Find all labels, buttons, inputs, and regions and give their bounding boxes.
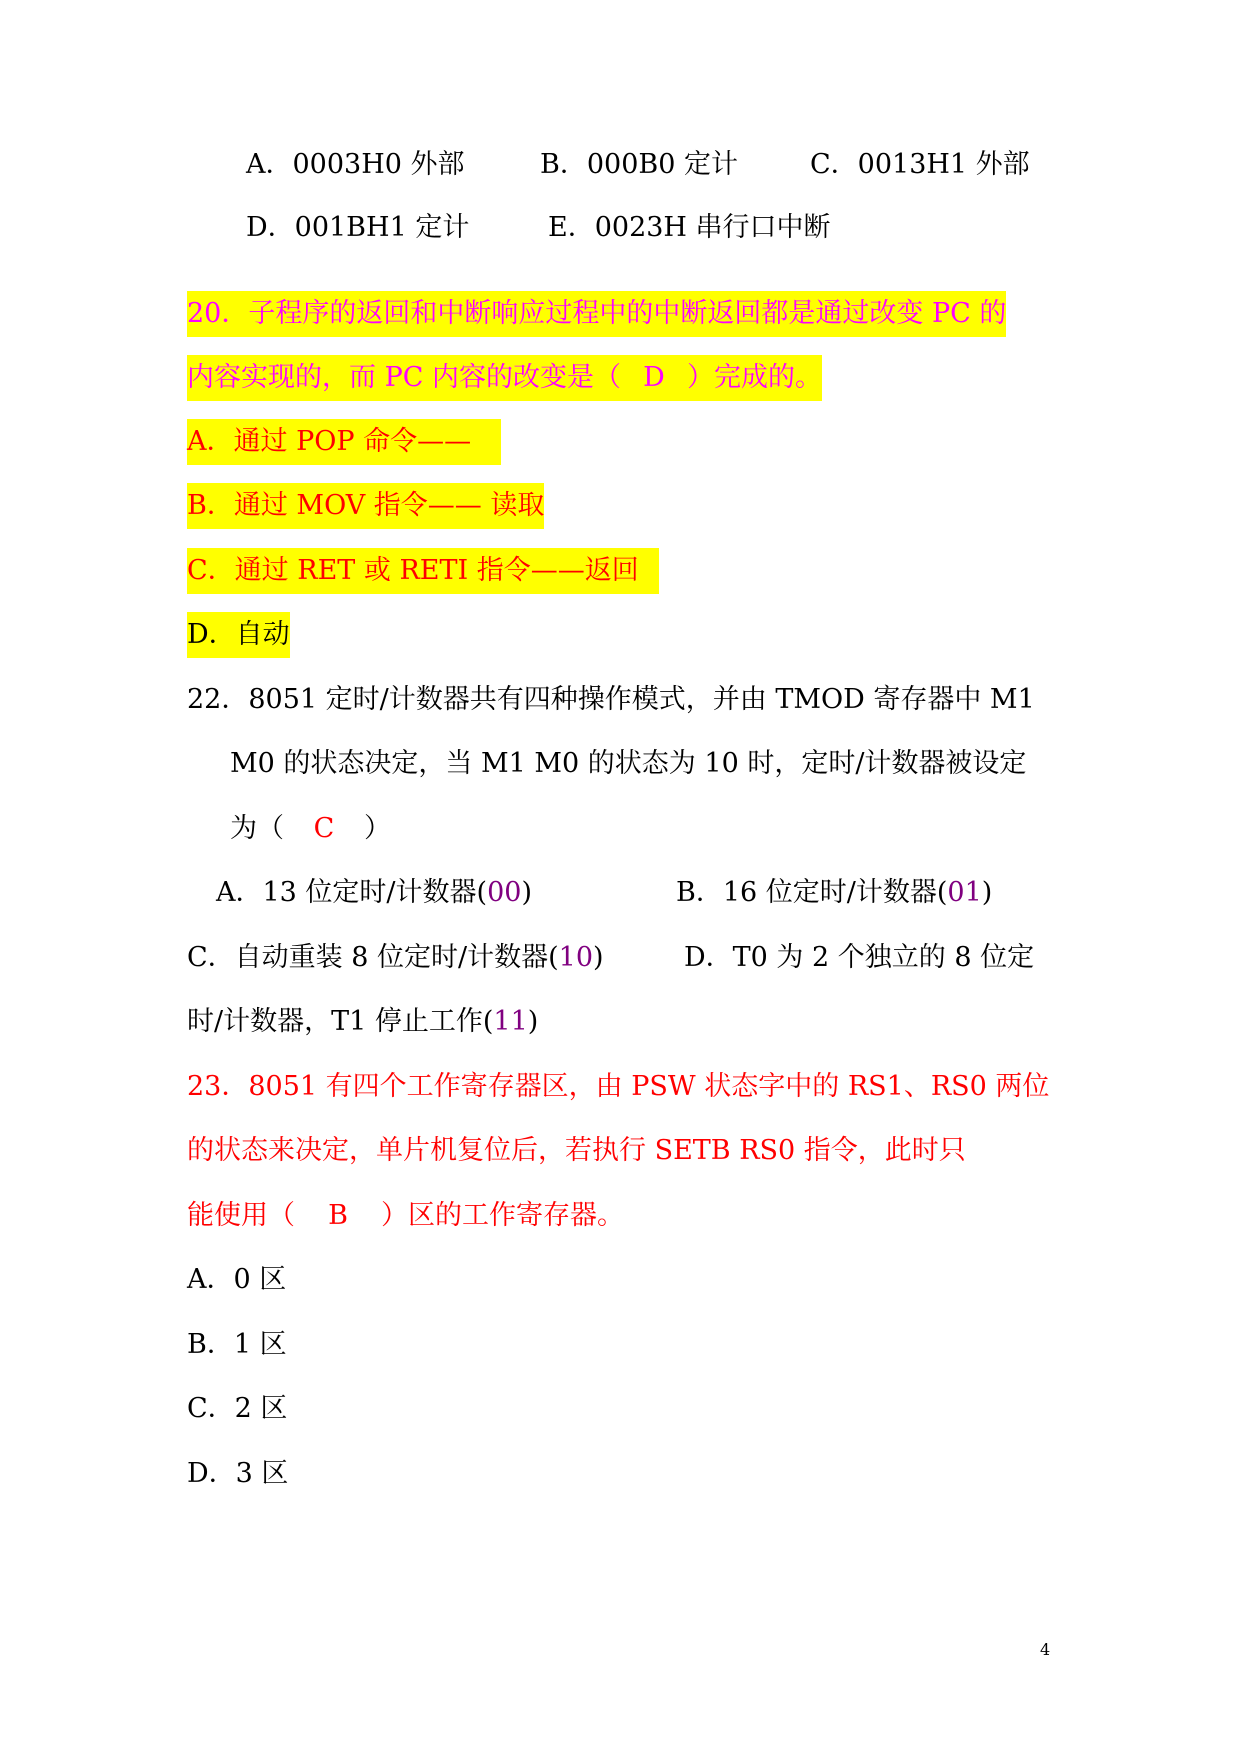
q20-option-d: D．自动: [187, 612, 290, 658]
q20-question-text-2: [187, 355, 822, 401]
q19-option-a: A．0003H0 外部: [246, 149, 465, 180]
q22-option-c: [187, 935, 604, 981]
q22-option-d-close: ): [527, 1006, 539, 1037]
q23-question-text-3: [187, 1193, 624, 1239]
q19-option-e: E．0023H 串行口中断: [548, 212, 831, 243]
q22-option-a: [216, 870, 532, 916]
q22-question-text-2: M0 的状态决定，当 M1 M0 的状态为 10 时，定时/计数器被设定: [230, 748, 1027, 779]
q20-option-b: B．通过 MOV 指令—— 读取: [187, 483, 544, 529]
q23-question-post: ）区的工作寄存器。: [381, 1200, 624, 1231]
q22-option-a-code: 00: [487, 877, 522, 908]
q22-option-a-text: A．13 位定时/计数器(: [216, 877, 488, 908]
q20-question-post: ）完成的。: [687, 362, 822, 393]
q22-option-d-code: 11: [493, 1006, 528, 1037]
q22-option-b-text: B．16 位定时/计数器(: [676, 877, 948, 908]
q19-option-b: B．000B0 定计: [540, 149, 738, 180]
q22-answer: C: [313, 813, 335, 844]
q22-question-text-3: [230, 806, 391, 852]
q22-question-pre: 为（: [230, 813, 284, 844]
q20-question-pre: 内容实现的，而 PC 内容的改变是（: [187, 362, 621, 393]
q19-option-c: C．0013H1 外部: [810, 149, 1030, 180]
q22-option-d: D．T0 为 2 个独立的 8 位定: [684, 942, 1035, 973]
q23-option-a: A．0 区: [187, 1264, 287, 1295]
q23-answer: B: [328, 1200, 348, 1231]
q22-option-c-code: 10: [558, 942, 593, 973]
q23-option-c: C．2 区: [187, 1393, 288, 1424]
q22-option-a-close: ): [521, 877, 532, 908]
q20-option-c: C．通过 RET 或 RETI 指令——返回: [187, 548, 659, 594]
q22-option-b-close: ): [981, 877, 993, 908]
q22-question-post: ）: [364, 813, 391, 844]
q20-option-a: A．通过 POP 命令——: [187, 419, 501, 465]
q19-option-d: D．001BH1 定计: [246, 212, 470, 243]
q22-option-d-cont: [187, 999, 538, 1045]
q20-question-text: 20．子程序的返回和中断响应过程中的中断返回都是通过改变 PC 的: [187, 291, 1006, 337]
q22-option-c-text: C．自动重装 8 位定时/计数器(: [187, 942, 559, 973]
q23-question-text-2: 的状态来决定，单片机复位后，若执行 SETB RS0 指令，此时只: [187, 1135, 966, 1166]
q23-option-b: B．1 区: [187, 1329, 287, 1360]
q22-question-text: 22．8051 定时/计数器共有四种操作模式，并由 TMOD 寄存器中 M1: [187, 684, 1035, 715]
q22-option-c-close: ): [593, 942, 604, 973]
q22-option-b: [676, 870, 992, 916]
q23-question-text: 23．8051 有四个工作寄存器区，由 PSW 状态字中的 RS1、RS0 两位: [187, 1071, 1050, 1102]
q23-question-pre: 能使用（: [187, 1200, 295, 1231]
q23-option-d: D．3 区: [187, 1458, 289, 1489]
q22-option-b-code: 01: [947, 877, 982, 908]
q20-answer: D: [643, 362, 665, 393]
page-number: 4: [1040, 1640, 1051, 1659]
q22-option-d-cont-text: 时/计数器，T1 停止工作(: [187, 1006, 494, 1037]
